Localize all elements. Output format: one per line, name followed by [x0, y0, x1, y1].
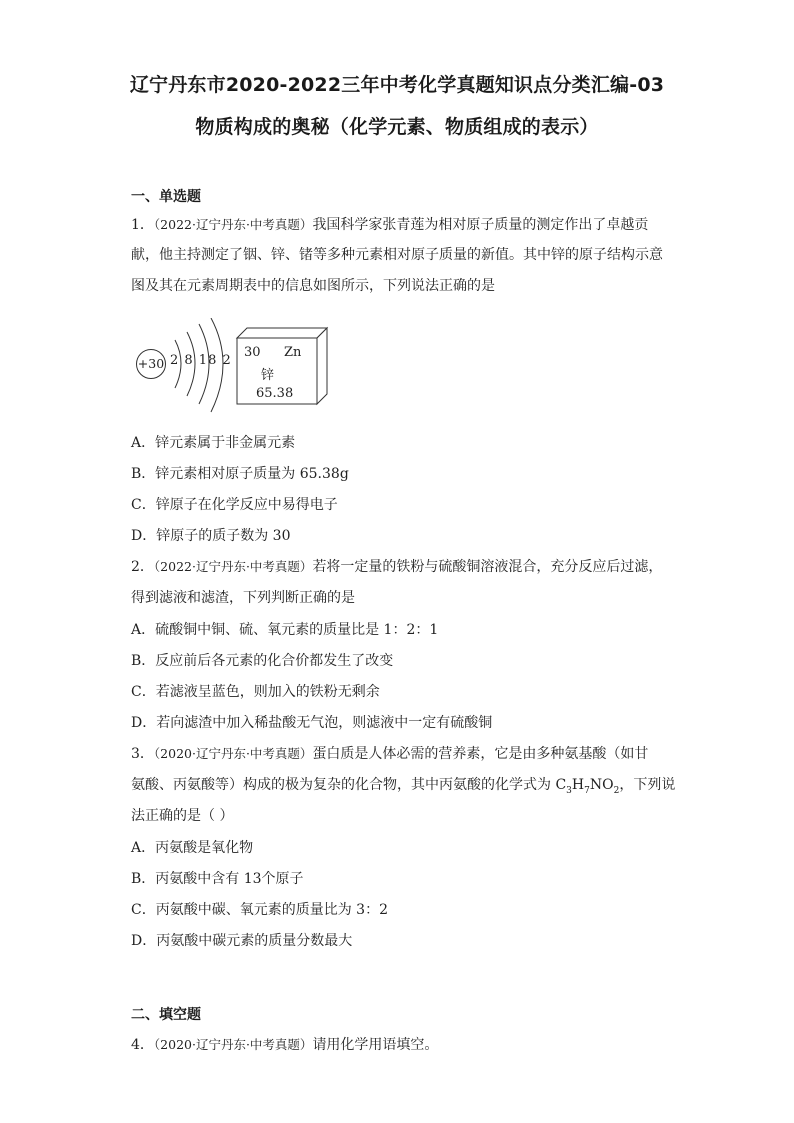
q1-stem-line3: 图及其在元素周期表中的信息如图所示，下列说法正确的是 [131, 278, 495, 294]
element-atomic-number: 30 [244, 345, 261, 360]
q3-number: 3． [131, 746, 154, 762]
q3-stem-line1 [131, 743, 648, 763]
q4-number: 4． [131, 1037, 154, 1053]
q2-option-a: A．硫酸铜中铜、硫、氧元素的质量比是 1：2：1 [131, 622, 439, 638]
q2-stem-line1 [131, 556, 662, 576]
q1-option-d: D．锌原子的质子数为 30 [131, 528, 291, 544]
q3-stem-text2b: ，下列说 [619, 777, 676, 793]
q1-option-c: C．锌原子在化学反应中易得电子 [131, 497, 338, 513]
atom-nucleus: +30 [136, 349, 166, 379]
q1-stem-line1 [131, 214, 648, 234]
q1-option-b: B．锌元素相对原子质量为 65.38g [131, 466, 349, 482]
q2-option-d: D．若向滤渣中加入稀盐酸无气泡，则滤液中一定有硫酸铜 [131, 715, 493, 731]
doc-title-line2: 物质构成的奥秘（化学元素、物质组成的表示） [195, 116, 599, 138]
q3-option-d: D．丙氨酸中碳元素的质量分数最大 [131, 933, 353, 949]
formula-no: NO [589, 777, 614, 793]
element-name: 锌 [261, 368, 275, 383]
q1-number: 1． [131, 217, 154, 233]
q2-source: （2022·辽宁丹东·中考真题） [153, 559, 313, 574]
q3-source: （2020·辽宁丹东·中考真题） [153, 746, 313, 761]
section-heading-fill-in: 二、填空题 [131, 1007, 201, 1023]
q1-source: （2022·辽宁丹东·中考真题） [153, 217, 313, 232]
formula-h: H [571, 777, 585, 793]
element-symbol: Zn [284, 345, 302, 360]
section-heading-single-choice: 一、单选题 [131, 189, 201, 205]
electron-shells: 2 8 18 2 [170, 353, 232, 368]
formula-sub-h: 7 [584, 785, 590, 796]
q2-number: 2． [131, 559, 154, 575]
q3-option-c: C．丙氨酸中碳、氧元素的质量比为 3：2 [131, 902, 388, 918]
q3-option-b: B．丙氨酸中含有 13个原子 [131, 871, 304, 887]
q3-option-a: A．丙氨酸是氧化物 [131, 840, 254, 856]
formula-sub-c: 3 [566, 785, 572, 796]
q2-stem-line2: 得到滤液和滤渣，下列判断正确的是 [131, 590, 355, 606]
q1-option-a: A．锌元素属于非金属元素 [131, 435, 296, 451]
q3-stem-text2a: 氨酸、丙氨酸等）构成的极为复杂的化合物，其中丙氨酸的化学式为 C [131, 777, 567, 793]
element-mass: 65.38 [256, 386, 294, 401]
q4-source: （2020·辽宁丹东·中考真题） [153, 1037, 313, 1052]
q3-stem-line2 [131, 774, 675, 796]
q4-stem-line1 [131, 1034, 438, 1054]
formula-sub-o: 2 [613, 785, 620, 796]
doc-title-line1: 辽宁丹东市2020-2022三年中考化学真题知识点分类汇编-03 [129, 74, 665, 96]
q3-stem-line3: 法正确的是（ ） [131, 808, 234, 824]
q2-option-c: C．若滤液呈蓝色，则加入的铁粉无剩余 [131, 684, 380, 700]
q1-stem-text1: 我国科学家张青莲为相对原子质量的测定作出了卓越贡 [312, 217, 649, 233]
q4-stem-text: 请用化学用语填空。 [312, 1037, 439, 1053]
q2-stem-text1: 若将一定量的铁粉与硫酸铜溶液混合，充分反应后过滤， [312, 559, 663, 575]
q1-stem-line2: 献，他主持测定了铟、锌、锗等多种元素相对原子质量的新值。其中锌的原子结构示意 [131, 247, 663, 263]
q2-option-b: B．反应前后各元素的化合价都发生了改变 [131, 653, 394, 669]
q3-stem-text1: 蛋白质是人体必需的营养素，它是由多种氨基酸（如甘 [312, 746, 649, 762]
